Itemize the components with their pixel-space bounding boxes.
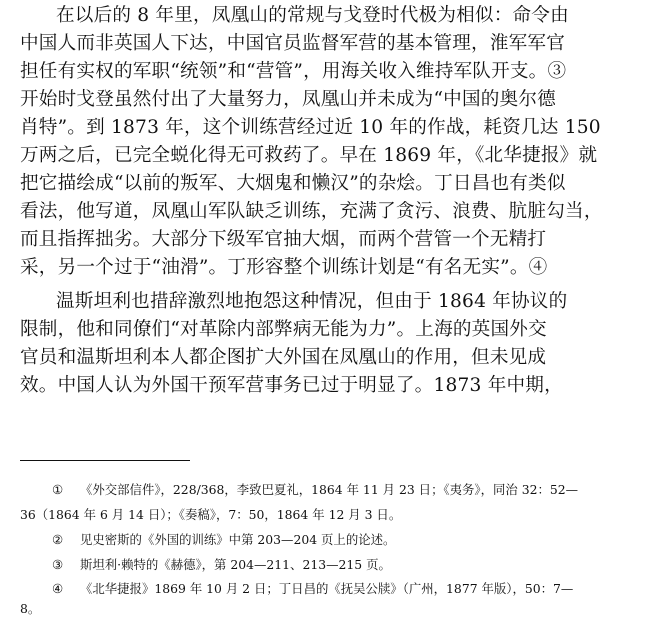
footnote-4	[52, 580, 642, 598]
footnote-2	[52, 531, 642, 549]
body-line-4: 开始时戈登虽然付出了大量努力，凤凰山并未成为“中国的奥尔德	[20, 89, 556, 110]
footnote-mark-2: ②	[52, 532, 64, 547]
body-line-3: 担任有实权的军职“统领”和“营管”，用海关收入维持军队开支。③	[20, 61, 567, 82]
body-line-8: 看法，他写道，凤凰山军队缺乏训练，充满了贪污、浪费、肮脏勾当，	[20, 201, 603, 222]
body-line-12: 限制，他和同僚们“对革除内部弊病无能为力”。上海的英国外交	[20, 319, 547, 340]
footnote-divider	[20, 460, 190, 461]
footnote-text-2: 见史密斯的《外国的训练》中第 203—204 页上的论述。	[80, 532, 396, 547]
footnote-mark-4: ④	[52, 581, 64, 596]
body-line-2: 中国人而非英国人下达，中国官员监督军营的基本管理，淮军军官	[20, 33, 566, 54]
footnote-3	[52, 556, 642, 574]
body-line-7: 把它描绘成“以前的叛军、大烟鬼和懒汉”的杂烩。丁日昌也有类似	[20, 173, 566, 194]
footnote-text-4-continued: 8。	[20, 601, 41, 616]
footnote-mark-3: ③	[52, 557, 64, 572]
body-line-6: 万两之后，已完全蜕化得无可救药了。早在 1869 年，《北华捷报》就	[20, 145, 598, 166]
footnote-text-3: 斯坦利·赖特的《赫德》，第 204—211、213—215 页。	[80, 557, 391, 572]
footnote-4-continued	[20, 600, 610, 618]
body-line-14: 效。中国人认为外国干预军营事务已过于明显了。1873 年中期，	[20, 375, 563, 396]
body-line-13: 官员和温斯坦利本人都企图扩大外国在凤凰山的作用，但未见成	[20, 347, 547, 368]
footnote-1-continued	[20, 506, 610, 524]
footnote-mark-1: ①	[52, 482, 64, 497]
body-line-5: 肖特”。到 1873 年，这个训练营经过近 10 年的作战，耗资几达 150	[20, 117, 601, 138]
body-line-10: 采，另一个过于“油滑”。丁形容整个训练计划是“有名无实”。④	[20, 257, 548, 278]
footnote-text-1: 《外交部信件》，228/368，李致巴夏礼，1864 年 11 月 23 日；《夷务》，同治 32：52—	[80, 482, 579, 497]
body-line-11: 温斯坦利也措辞激烈地抱怨这种情况，但由于 1864 年协议的	[56, 291, 568, 312]
footnote-1	[52, 481, 642, 499]
body-line-1: 在以后的 8 年里，凤凰山的常规与戈登时代极为相似：命令由	[56, 5, 569, 26]
body-line-9: 而且指挥拙劣。大部分下级军官抽大烟，而两个营管一个无精打	[20, 229, 547, 250]
footnote-text-4: 《北华捷报》1869 年 10 月 2 日；丁日昌的《抚吴公牍》（广州，1877 年版），50：7—	[80, 581, 574, 596]
footnote-text-1-continued: 36（1864 年 6 月 14 日）；《奏稿》，7：50，1864 年 12 月 3 日。	[20, 507, 402, 522]
